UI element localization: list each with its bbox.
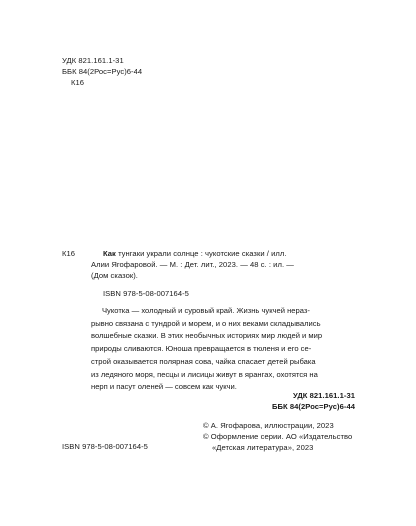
- annotation-line: из ледяного моря, песцы и лисицы живут в ярангах, охотятся на: [91, 369, 318, 379]
- catalog-line-3: (Дом сказок).: [91, 271, 138, 280]
- bbk-code-bottom: ББК 84(2Рос=Рус)6-44: [272, 402, 355, 411]
- bbk-code: ББК 84(2Рос=Рус)6-44: [62, 67, 143, 76]
- copyright-illustrations: © А. Ягофарова, иллюстрации, 2023: [203, 421, 334, 430]
- catalog-author-mark: К16: [62, 249, 76, 258]
- copyright-publisher: «Детская литература», 2023: [212, 443, 314, 452]
- copyright-series: © Оформление серии. АО «Издательство: [203, 432, 353, 441]
- annotation-line: нерп и пасут оленей — совсем как чукчи.: [91, 382, 237, 392]
- catalog-isbn: ISBN 978-5-08-007164-5: [103, 289, 189, 298]
- annotation: [91, 305, 322, 394]
- catalog-title-bold: Как: [103, 249, 116, 258]
- annotation-line: природы сливаются. Юноша превращается в тюленя и его се-: [91, 344, 312, 354]
- annotation-line: рывно связана с тундрой и морем, и о них веками складывались: [91, 318, 321, 328]
- author-mark: К16: [71, 78, 85, 87]
- annotation-line: Чукотка — холодный и суровый край. Жизнь чукчей нераз-: [102, 306, 310, 315]
- udk-code-bottom: УДК 821.161.1-31: [292, 391, 355, 400]
- catalog-line-2: Алии Ягофаровой. — М. : Дет. лит., 2023. — 48 с. : ил. —: [91, 260, 294, 269]
- catalog-line-1: [103, 248, 287, 259]
- annotation-line: строй оказывается полярная сова, чайка спасает детей рыбака: [91, 356, 316, 366]
- udk-code: УДК 821.161.1-31: [62, 56, 124, 65]
- catalog-title-rest: тунгаки украли солнце : чукотские сказки / илл.: [115, 249, 287, 258]
- annotation-line: волшебные сказки. В этих необычных историях мир людей и мир: [91, 331, 323, 341]
- footer-isbn: ISBN 978-5-08-007164-5: [62, 442, 148, 451]
